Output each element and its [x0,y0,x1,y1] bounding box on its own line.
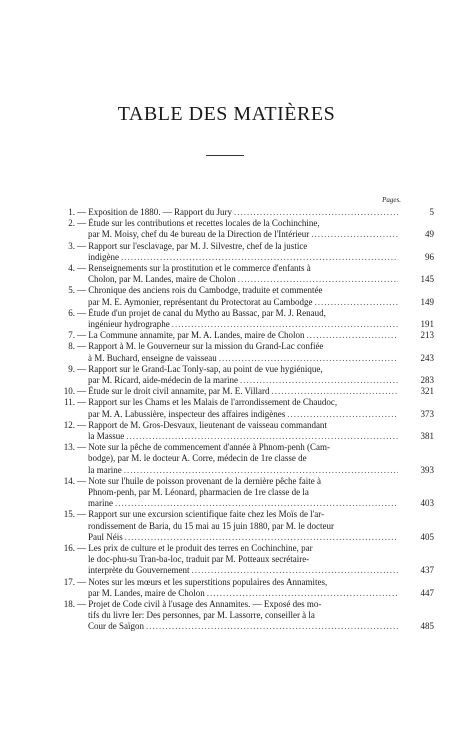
entry-title [77,240,400,263]
entry-title-text: la Massue [88,430,125,441]
entry-title-line: rondissement de Baria, du 15 mai au 15 juin 1880, par M. le docteur [88,520,334,531]
entry-title-line [80,532,400,543]
entry-title-line: — Projet de Code civil à l'usage des Annamites. — Exposé des mo- [77,599,322,609]
entry-title-text: marine [88,498,113,509]
dot-leader [121,252,398,263]
entry-page-number: 49 [425,229,434,240]
entry-number: 8. [68,341,75,352]
toc-entry [0,397,453,419]
entry-title [77,307,400,330]
entry-title [77,599,400,633]
entry-title-text: — Exposition de 1880. — Rapport du Jury [77,207,232,217]
entry-number: 1. [68,207,75,217]
dot-leader [172,319,398,330]
entry-title-line [80,498,400,509]
entry-title [77,543,400,577]
dot-leader [240,375,398,386]
toc-entry [0,218,453,240]
entry-title-text: par M. Landes, maire de Cholon [88,587,205,598]
entry-title-line [80,565,400,576]
entry-page-number: 145 [420,274,434,285]
entry-number: 4. [68,263,75,273]
entry-title-line: — Rapport sur une excursion scientifique faite chez les Moïs de l'ar- [77,509,325,520]
entry-page-number: 321 [420,386,434,397]
page-title: TABLE DES MATIÈRES [117,103,336,125]
entry-title-line: — Rapport sur les Chams et les Malais de l'arrondissement de Chaudoc, [77,397,338,408]
dot-leader [315,297,399,308]
entry-title-line [77,207,400,218]
entry-title-line: — Rapport à M. le Gouverneur sur la mission du Grand-Lac confiée [77,341,324,352]
dot-leader [125,532,398,543]
toc-entry [0,207,453,218]
entry-title-line: — Rapport sur l'esclavage, par M. J. Silvestre, chef de la justice [77,240,308,251]
entry-title-line: — Note sur l'huile de poisson provenant de la dernière pêche faite à [77,475,322,486]
entry-page-number: 149 [420,296,434,307]
entry-title-text: Cholon, par M. Landes, maire de Cholon [88,274,236,285]
entry-number: 5. [68,285,75,296]
entry-title-line [77,330,400,341]
entry-title-text: par M. E. Aymonier, représentant du Protectorat au Cambodge [88,296,313,307]
toc-entry [0,577,453,599]
entry-title [77,576,400,599]
entry-page-number: 403 [420,498,434,509]
entry-page-number: 405 [420,531,434,542]
entry-title-text: Cour de Saïgon [88,621,144,632]
entry-title [77,330,400,341]
entry-page-number: 243 [420,352,434,363]
entry-title-line: — Notes sur les mœurs et les superstitions populaires des Annamites, [77,576,328,587]
entry-number: 2. [68,218,75,229]
entry-title-line: — Étude sur les contributions et recettes locales de la Cochinchine, [77,218,320,229]
entry-number: 16. [63,543,75,553]
entry-title-line [80,297,400,308]
entry-page-number: 447 [420,587,434,598]
entry-title-line: — Renseignements sur la prostitution et le commerce d'enfants à [77,263,311,273]
dot-leader [207,588,398,599]
entry-title [77,442,400,476]
dot-leader [306,330,398,341]
pages-column-label: Pages. [382,196,401,204]
entry-title-line: le doc-phu-su Tran-ba-loc, traduit par M. Potteaux secrétaire- [88,554,310,565]
entry-title-line [80,375,400,386]
entry-title-text: par M. A. Labussière, inspecteur des affaires indigènes [88,408,286,419]
dot-leader [126,431,398,442]
dot-leader [219,353,398,364]
entry-page-number: 437 [420,565,434,576]
entry-title-line: — Rapport de M. Gros-Desvaux, lieutenant de vaisseau commandant [77,419,327,430]
entry-page-number: 96 [425,251,434,262]
entry-title-text: — La Commune annamite, par M. A. Landes, maire de Cholon [77,330,305,341]
entry-title-line: — Étude d'un projet de canal du Mytho au Bassac, par M. J. Renaud, [77,307,326,318]
entry-title-line [80,431,400,442]
entry-title [77,386,400,397]
entry-title-text: Paul Néis [88,531,123,542]
entry-number: 11. [64,397,75,408]
toc-entry [0,330,453,341]
entry-title [77,419,400,442]
entry-title [77,475,400,510]
entry-title [77,509,400,543]
dot-leader [272,386,399,397]
entry-title-line [80,274,400,285]
entry-number: 6. [68,307,75,318]
entry-title-text: à M. Buchard, enseigne de vaisseau [88,352,217,363]
dot-leader [115,498,398,509]
entry-page-number: 485 [420,621,434,632]
title-rule [206,155,244,156]
entry-title-line [80,409,400,420]
toc-entry [0,263,453,285]
entry-page-number: 393 [420,464,434,475]
entry-page-number: 213 [420,330,434,341]
dot-leader [146,621,398,632]
entry-title-text: la marine [88,464,122,475]
dot-leader [191,565,398,576]
entry-page-number: 373 [420,408,434,419]
toc-entry [0,241,453,263]
dot-leader [238,274,398,285]
entry-title [77,341,400,363]
entry-number: 14. [63,475,75,486]
entry-title [77,397,400,419]
entry-number: 15. [63,509,75,520]
entry-number: 18. [63,599,75,609]
entry-number: 9. [68,363,75,374]
entry-title [77,363,400,386]
toc-entry [0,599,453,633]
entry-title-line [80,319,400,330]
entry-title-line: tifs du livre Ier: Des personnes, par M. Lassorre, conseiller à la [88,610,315,621]
entry-page-number: 283 [420,374,434,385]
toc-entry [0,476,453,510]
entry-title-line [80,252,400,263]
entry-number: 10. [63,386,75,397]
entry-number: 3. [68,240,75,251]
toc-entry [0,543,453,577]
entry-title-line: — Rapport sur le Grand-Lac Tonly-sap, au point de vue hygiénique, [77,363,323,374]
toc-entry [0,341,453,363]
entry-title-text: indigène [88,251,119,262]
entry-title-line: Phnom-penh, par M. Léonard, pharmacien de 1re classe de la [88,486,309,497]
toc-entry [0,308,453,330]
entry-number: 17. [63,576,75,587]
entry-number: 12. [63,419,75,430]
entry-title-line [80,588,400,599]
toc-entry [0,509,453,543]
entry-page-number: 381 [420,430,434,441]
entry-page-number: 5 [429,207,434,217]
entry-title-line: bodge), par M. le docteur A. Corre, médecin de 1re classe de [88,453,307,464]
entry-title [77,263,400,285]
entry-page-number: 191 [420,318,434,329]
toc-entry [0,420,453,442]
entry-title-line [80,353,400,364]
entry-title-line [80,229,400,240]
entry-title-text: ingénieur hydrographe [88,318,170,329]
entry-number: 13. [63,442,75,453]
toc-entry [0,364,453,386]
entry-number: 7. [68,330,75,341]
entry-title [77,218,400,240]
entry-title-line: — Note sur la pêche de commencement d'année à Phnom-penh (Cam- [77,442,331,453]
entry-title-line [80,465,400,476]
entry-title-text: par M. Ricard, aide-médecin de la marine [88,374,238,385]
entry-title-line: — Les prix de culture et le produit des terres en Cochinchine, par [77,543,313,553]
entry-title-line: — Chronique des anciens rois du Cambodge, traduite et commentée [77,285,323,296]
dot-leader [287,409,398,420]
entry-title [77,285,400,307]
entry-title-text: — Étude sur le droit civil annamite, par M. E. Villard [77,386,270,397]
entry-title [77,207,400,218]
entry-title-text: interprète du Gouvernement [88,565,190,576]
dot-leader [234,207,398,218]
toc-entry [0,285,453,307]
dot-leader [124,465,398,476]
entry-title-line [80,621,400,632]
entry-title-text: par M. Moisy, chef du 4e bureau de la Direction de l'Intérieur [88,229,310,240]
toc-entry [0,442,453,476]
entry-title-line [77,386,400,397]
dot-leader [311,229,398,240]
toc-entry [0,386,453,397]
